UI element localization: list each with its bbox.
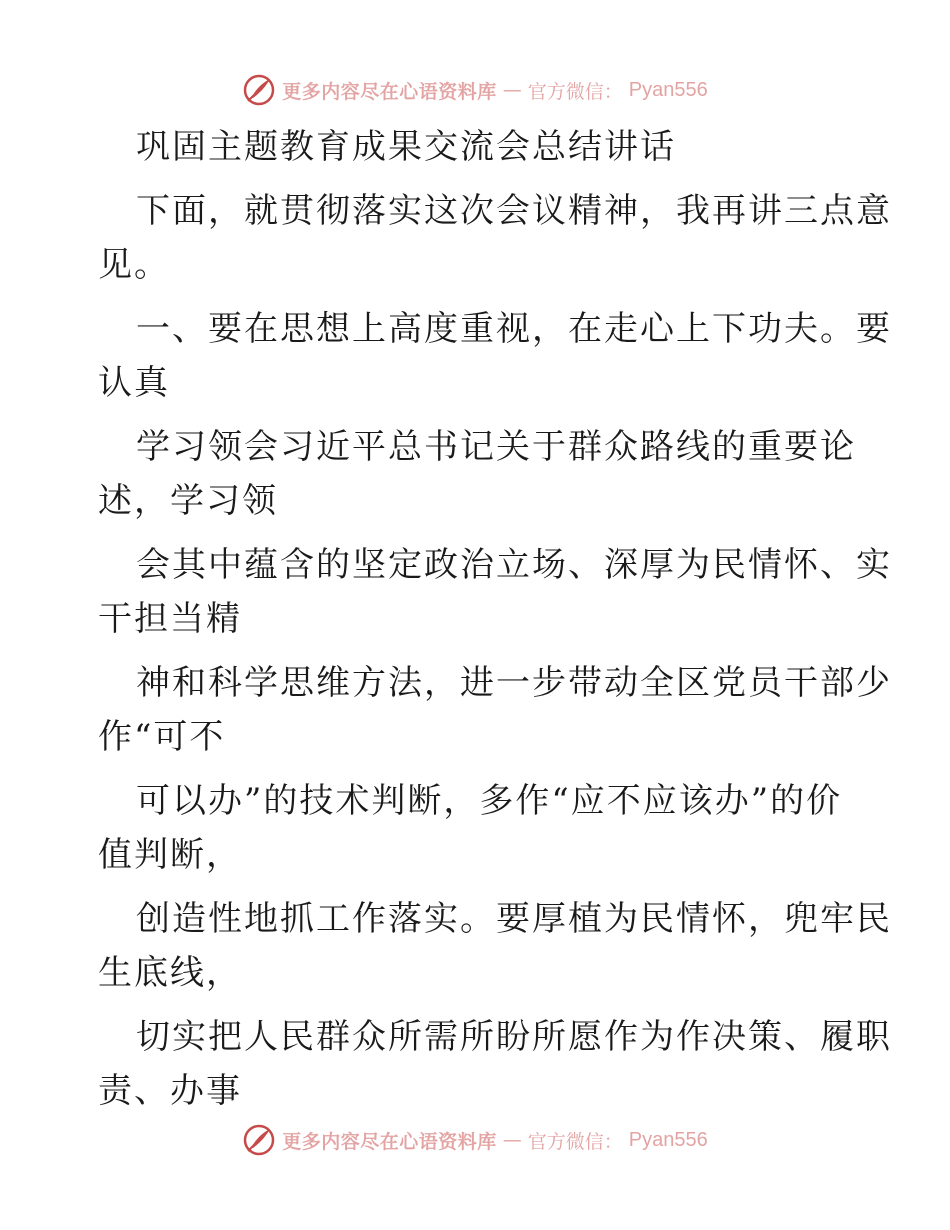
paragraph-line: 一、要在思想上高度重视，在走心上下功夫。要 xyxy=(136,309,892,349)
watermark-brand-text: 更多内容尽在心语资料库 xyxy=(282,80,497,103)
feather-pen-circle-icon xyxy=(242,73,276,107)
paragraph-line: 创造性地抓工作落实。要厚植为民情怀，兜牢民 xyxy=(136,899,892,939)
paragraph-line: 切实把人民群众所需所盼所愿作为作决策、履职 xyxy=(136,1017,892,1057)
paragraph-line: 述，学习领 xyxy=(98,481,278,521)
paragraph-line: 下面，就贯彻落实这次会议精神，我再讲三点意 xyxy=(136,191,892,231)
watermark-contact-label: 官方微信： xyxy=(527,1130,623,1153)
watermark-contact-id: Pyan556 xyxy=(628,1128,708,1151)
paragraph-line: 神和科学思维方法，进一步带动全区党员干部少 xyxy=(136,663,892,703)
watermark-contact-label: 官方微信： xyxy=(527,80,623,103)
document-title: 巩固主题教育成果交流会总结讲话 xyxy=(136,127,676,167)
paragraph-line: 作“可不 xyxy=(98,717,226,757)
paragraph-line: 认真 xyxy=(98,363,170,403)
watermark-dash: — xyxy=(502,1129,522,1151)
paragraph-line: 可以办”的技术判断，多作“应不应该办”的价 xyxy=(136,781,843,821)
footer-watermark xyxy=(0,1120,950,1160)
paragraph-line: 会其中蕴含的坚定政治立场、深厚为民情怀、实 xyxy=(136,545,892,585)
header-watermark xyxy=(0,70,950,110)
watermark-dash: — xyxy=(502,79,522,101)
paragraph-line: 干担当精 xyxy=(98,599,242,639)
paragraph-line: 责、办事 xyxy=(98,1071,242,1111)
paragraph-line: 生底线， xyxy=(98,953,242,993)
paragraph-line: 值判断， xyxy=(98,835,242,875)
watermark-contact-id: Pyan556 xyxy=(628,78,708,101)
document-body xyxy=(98,120,892,1118)
paragraph-line: 学习领会习近平总书记关于群众路线的重要论 xyxy=(136,427,856,467)
paragraph-line: 见。 xyxy=(98,245,170,285)
watermark-brand-text: 更多内容尽在心语资料库 xyxy=(282,1130,497,1153)
feather-pen-circle-icon xyxy=(242,1123,276,1157)
